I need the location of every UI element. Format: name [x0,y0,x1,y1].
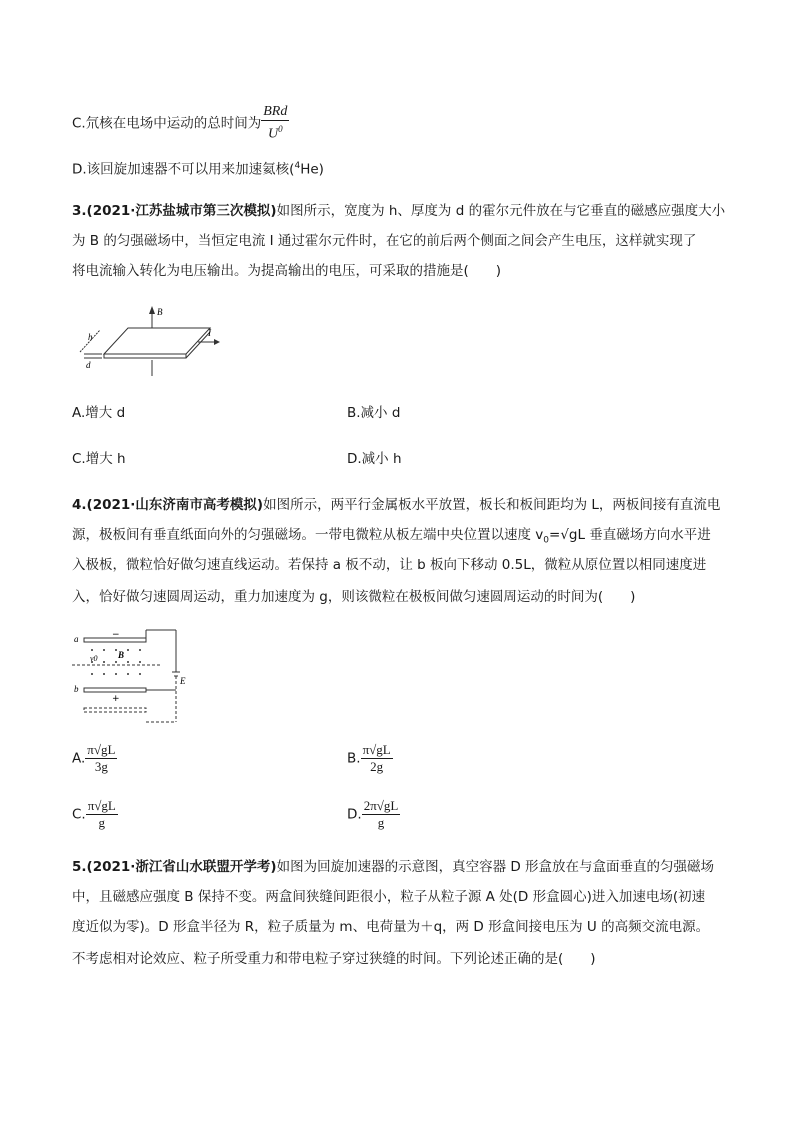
fig-label-d: d [86,360,91,370]
parallel-plates-figure [72,628,187,724]
q4-line3: 入极板，微粒恰好做匀速直线运动。若保持 a 板不动，让 b 板向下移动 0.5L，微粒从原位置以相同速度进 [72,557,707,573]
fraction-denominator: g [377,815,385,830]
fig-label-a: a [74,634,79,644]
q5-source: (2021·浙江省山水联盟开学考) [86,859,277,875]
fig-label-h: h [88,332,93,342]
fraction-numerator: π√gL [87,798,116,813]
q4-option-d[interactable] [347,798,400,831]
fig-label-b: B [157,307,163,317]
q3-stem-line1 [72,201,724,221]
fraction-numerator: π√gL [362,742,391,757]
q4-line2 [72,525,724,551]
option-fraction [85,742,117,775]
field-dots [91,649,141,675]
fig-label-b: B [118,650,125,660]
q4-line2-b: =√gL 垂直磁场方向水平进 [549,527,711,543]
q2-option-d-end: He) [300,161,324,178]
q4-line2-a: 源，极板间有垂直纸面向外的匀强磁场。一带电微粒从板左端中央位置以速度 v [72,527,544,543]
q4-source: (2021·山东济南市高考模拟) [86,497,264,513]
q2-option-c-fraction [261,104,289,143]
q5-number: 5. [72,859,87,875]
q4-line2-sub: 0 [543,535,550,546]
den-text: U [267,126,279,142]
q5-stem-line1 [72,857,724,877]
fig-label-plus: + [112,694,120,704]
fig-label-e: E [180,676,186,686]
q4-line4: 入，恰好做匀速圆周运动，重力加速度为 g，则该微粒在极板间做匀速圆周运动的时间为( ) [72,589,636,605]
q2-option-d [72,156,724,180]
q5-line3: 度近似为零)。D 形盒半径为 R，粒子质量为 m、电荷量为＋q，两 D 形盒间接电压为 U 的高频交流电源。 [72,919,710,935]
fraction-numerator: BRd [263,104,288,119]
q4-option-b[interactable] [347,742,393,775]
q5-line1: 如图为回旋加速器的示意图，真空容器 D 形盒放在与盒面垂直的匀强磁场 [276,859,715,875]
fraction-denominator: 3g [94,759,108,774]
option-fraction [362,798,401,831]
q3-line2: 为 B 的匀强磁场中，当恒定电流 I 通过霍尔元件时，在它的前后两个侧面之间会产生电压，这样就实现了 [72,233,697,249]
q4-number: 4. [72,497,87,513]
q3-number: 3. [72,203,87,219]
option-label: A. [72,750,86,767]
fraction-numerator: 2π√gL [363,798,399,813]
den-sup: 0 [278,124,283,134]
option-fraction [86,798,118,831]
option-label: C. [72,806,86,823]
q4-option-c[interactable] [72,798,118,831]
fig-label-minus: − [112,630,120,640]
q3-option-a[interactable]: A.增大 d [72,405,126,421]
option-label: B. [347,750,361,767]
fraction-denominator: 2g [370,759,384,774]
q3-line1: 如图所示，宽度为 h、厚度为 d 的霍尔元件放在与它垂直的磁感应强度大小 [276,203,726,219]
q3-option-d[interactable]: D.减小 h [347,451,402,467]
q2-option-d-sup: 4 [294,161,301,171]
q5-line2: 中，且磁感应强度 B 保持不变。两盒间狭缝间距很小，粒子从粒子源 A 处(D 形盒圆心)进入加速电场(初速 [72,889,706,905]
fig-label-v0: v0 [90,654,98,663]
option-fraction [361,742,393,775]
q3-source: (2021·江苏盐城市第三次模拟) [86,203,277,219]
q5-line4: 不考虑相对论效应、粒子所受重力和带电粒子穿过狭缝的时间。下列论述正确的是( ) [72,951,596,967]
q3-line3: 将电流输入转化为电压输出。为提高输出的电压，可采取的措施是( ) [72,263,502,279]
q4-line1: 如图所示，两平行金属板水平放置，板长和板间距均为 L，两板间接有直流电 [263,497,721,513]
fraction-denominator: g [98,815,106,830]
option-label: D. [347,806,362,823]
fig-label-b-plate: b [74,684,79,694]
fraction-denominator [261,121,289,143]
q2-option-c [72,104,724,143]
q2-option-d-text: D.该回旋加速器不可以用来加速氦核( [72,161,295,178]
fraction-numerator: π√gL [87,742,116,757]
fig-label-i: I [208,328,211,338]
q2-option-c-text: C.氘核在电场中运动的总时间为 [72,115,262,132]
q4-option-a[interactable] [72,742,117,775]
q3-option-b[interactable]: B.减小 d [347,405,401,421]
q4-stem-line1 [72,495,724,515]
q3-option-c[interactable]: C.增大 h [72,451,126,467]
hall-element-figure [70,302,230,382]
